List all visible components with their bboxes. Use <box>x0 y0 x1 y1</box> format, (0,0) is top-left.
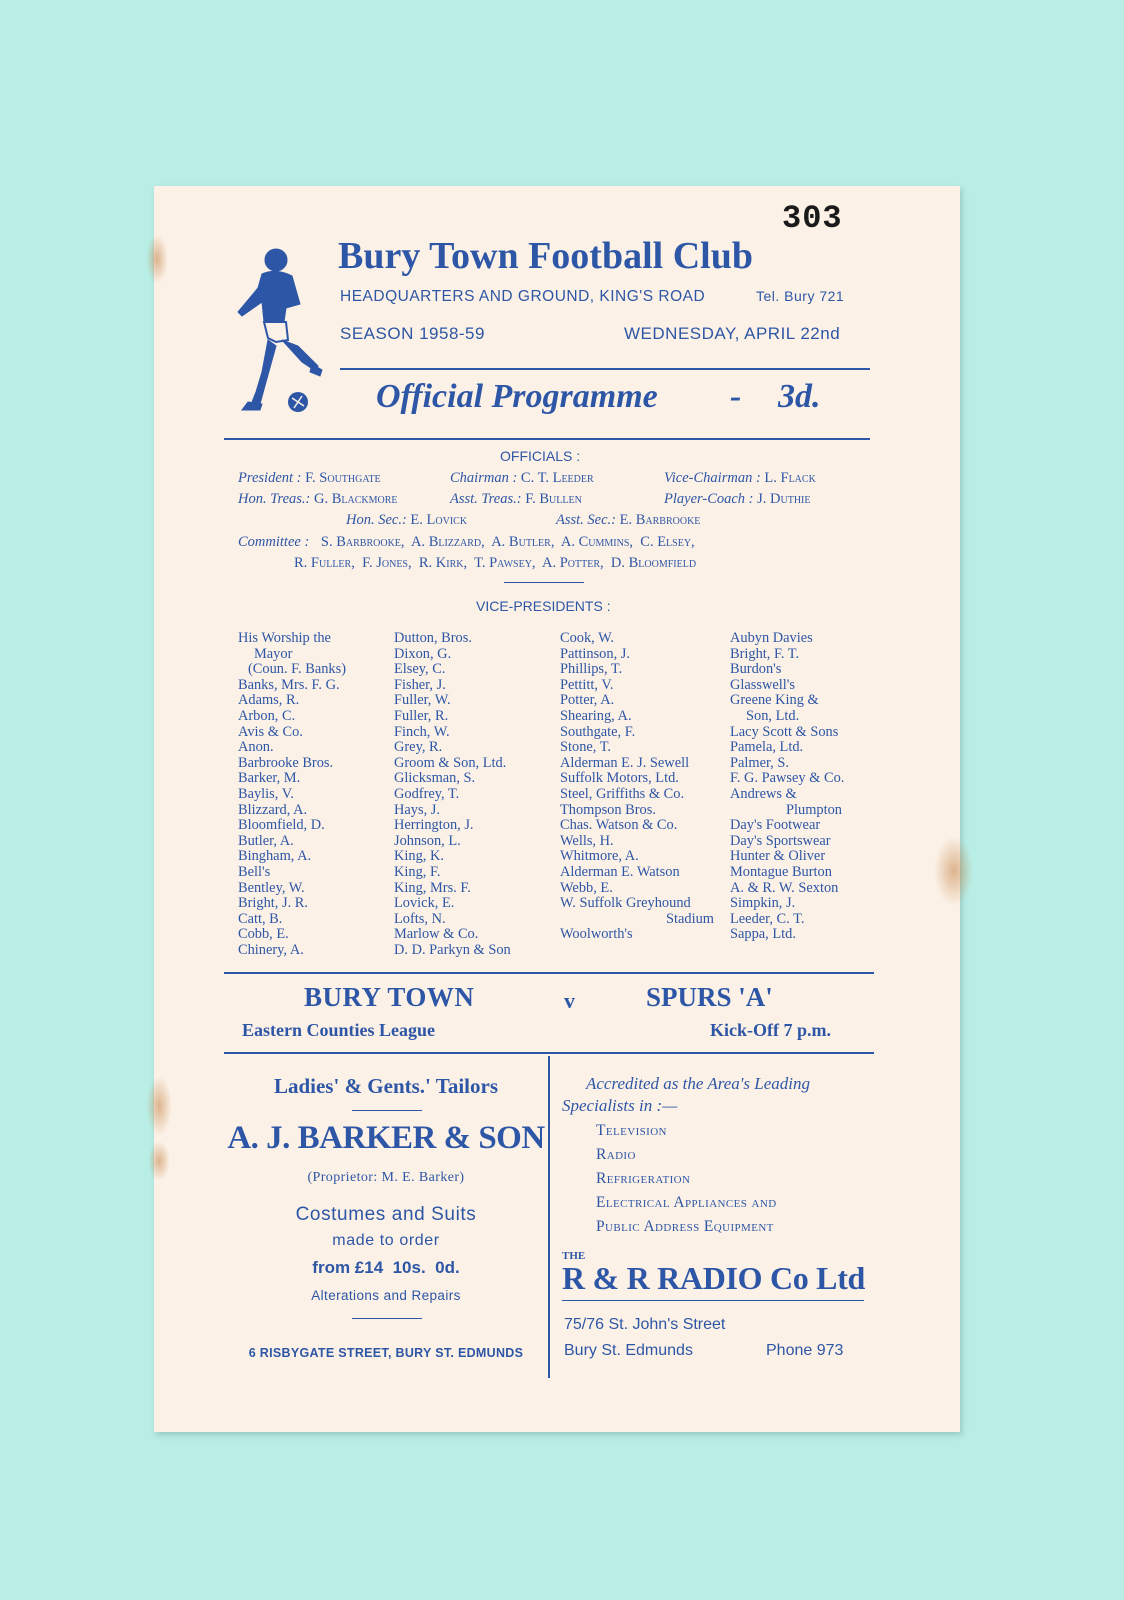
vice-presidents-col-3 <box>560 631 714 943</box>
vice-president-entry: Arbon, C. <box>238 707 296 724</box>
vice-president-entry: Southgate, F. <box>560 723 636 740</box>
officials-line-2: Hon. Treas.: G. Blackmore <box>238 491 398 507</box>
tailor-address: 6 RISBYGATE STREET, BURY ST. EDMUNDS <box>248 1346 524 1360</box>
radio-service-item: Radio <box>596 1146 636 1163</box>
player-coach-name: J. Duthie <box>757 491 811 507</box>
vice-president-entry: Groom & Son, Ltd. <box>394 754 507 771</box>
vice-president-entry: Lofts, N. <box>394 910 446 927</box>
programme-page <box>154 186 960 1432</box>
vice-president-entry: Cobb, E. <box>238 926 289 943</box>
vice-president-entry: Day's Footwear <box>730 817 821 834</box>
vice-chairman-name: L. Flack <box>764 470 816 486</box>
vice-president-entry: King, F. <box>394 863 441 880</box>
radio-intro-1: Accredited as the Area's Leading <box>586 1074 810 1093</box>
vice-president-entry: Blizzard, A. <box>238 801 308 818</box>
radio-the: THE <box>562 1250 586 1262</box>
vice-president-entry: Bingham, A. <box>238 848 312 865</box>
vice-president-entry: Bright, F. T. <box>730 645 800 662</box>
officials-rule <box>504 582 584 583</box>
hon-sec-name: E. Lovick <box>410 512 468 528</box>
vice-president-entry: Lacy Scott & Sons <box>730 723 839 740</box>
vice-president-entry: Leeder, C. T. <box>730 910 805 927</box>
vice-president-entry: Dixon, G. <box>394 645 452 662</box>
vice-president-entry: Steel, Griffiths & Co. <box>560 785 685 802</box>
vice-president-entry: Barker, M. <box>238 770 301 787</box>
hon-treas-name: G. Blackmore <box>314 491 398 507</box>
vice-president-entry: Barbrooke Bros. <box>238 754 334 771</box>
match-rule-top <box>224 972 874 974</box>
match-date: WEDNESDAY, APRIL 22nd <box>624 324 841 343</box>
vice-president-entry: (Coun. F. Banks) <box>248 661 346 678</box>
vice-president-entry: Montague Burton <box>730 863 832 880</box>
vice-president-entry: Bloomfield, D. <box>238 817 325 834</box>
asst-sec-name: E. Barbrooke <box>619 512 701 528</box>
vice-president-entry: Suffolk Motors, Ltd. <box>560 770 679 787</box>
vice-president-entry: Johnson, L. <box>394 832 461 849</box>
vice-president-entry: Bright, J. R. <box>238 895 308 912</box>
rust-stain <box>934 836 974 906</box>
vice-president-entry: Finch, W. <box>394 723 450 740</box>
vice-president-entry: Burdon's <box>730 661 782 678</box>
vice-president-entry: Marlow & Co. <box>394 926 479 943</box>
committee-line-2: R. Fuller, F. Jones, R. Kirk, T. Pawsey, A. Potter, D. Bloomfield <box>294 555 697 571</box>
vice-president-entry: Godfrey, T. <box>394 785 460 802</box>
vice-president-entry: Fisher, J. <box>394 676 446 693</box>
kickoff-time: Kick-Off 7 p.m. <box>710 1020 831 1040</box>
officials-line-2c: Player-Coach : J. Duthie <box>664 491 811 507</box>
vice-president-entry: Whitmore, A. <box>560 848 639 865</box>
officials-line-3: Hon. Sec.: E. Lovick <box>346 512 468 528</box>
vice-president-entry: Thompson Bros. <box>560 801 656 818</box>
vice-presidents-col-1 <box>238 631 346 958</box>
vice-president-entry: Phillips, T. <box>560 661 623 678</box>
serial-number: 303 <box>782 200 843 237</box>
tailor-line-2: made to order <box>332 1232 440 1249</box>
rust-stain <box>146 1076 172 1136</box>
vice-president-entry: Glasswell's <box>730 676 795 693</box>
vice-president-entry: Hays, J. <box>394 801 440 818</box>
radio-phone: Phone 973 <box>766 1342 844 1359</box>
vice-president-entry: Palmer, S. <box>730 754 789 771</box>
tailor-proprietor: (Proprietor: M. E. Barker) <box>307 1170 465 1185</box>
tailor-price: from £14 10s. 0d. <box>312 1258 460 1277</box>
vice-president-entry: King, K. <box>394 848 444 865</box>
committee-members: S. Barbrooke, A. Blizzard, A. Butler, A. Cummins, C. Elsey, <box>320 534 695 550</box>
tailor-line-1: Costumes and Suits <box>295 1204 477 1225</box>
vice-president-entry: Day's Sportswear <box>730 832 831 849</box>
vice-presidents-heading: VICE-PRESIDENTS : <box>476 598 611 614</box>
vice-president-entry: Grey, R. <box>394 739 443 756</box>
radio-intro-2: Specialists in :— <box>562 1096 678 1115</box>
vice-president-entry: Pattinson, J. <box>560 645 630 662</box>
radio-service-item: Public Address Equipment <box>596 1218 774 1235</box>
vice-president-entry: Baylis, V. <box>238 785 294 802</box>
club-name: Bury Town Football Club <box>338 235 753 277</box>
away-team: SPURS 'A' <box>646 982 773 1012</box>
vice-president-entry: Butler, A. <box>238 832 294 849</box>
radio-rule <box>562 1300 864 1301</box>
programme-dash: - <box>730 378 742 415</box>
vice-presidents-col-2 <box>394 631 511 958</box>
radio-services-list <box>596 1122 777 1242</box>
vice-president-entry: Wells, H. <box>560 832 614 849</box>
vice-president-entry: Shearing, A. <box>560 707 632 724</box>
vice-president-entry: Anon. <box>238 739 274 756</box>
season: SEASON 1958-59 <box>340 324 485 343</box>
ads-divider <box>548 1056 550 1378</box>
vice-presidents-col-4 <box>730 631 844 943</box>
tailor-rule-1 <box>352 1110 422 1111</box>
vice-president-entry: Plumpton <box>786 801 842 818</box>
vice-president-entry: D. D. Parkyn & Son <box>394 941 511 958</box>
vice-president-entry: Fuller, W. <box>394 692 451 709</box>
officials-line-1c: Vice-Chairman : L. Flack <box>664 470 816 486</box>
vice-president-entry: Stadium <box>666 910 714 927</box>
headquarters-address: HEADQUARTERS AND GROUND, KING'S ROAD <box>340 288 706 305</box>
officials-line-1: President : F. Southgate <box>238 470 381 486</box>
officials-line-2b: Asst. Treas.: F. Bullen <box>450 491 582 507</box>
rust-stain <box>146 234 168 284</box>
vice-president-entry: Fuller, R. <box>394 707 449 724</box>
tailor-extra: Alterations and Repairs <box>311 1288 461 1303</box>
match-rule-bottom <box>224 1052 874 1054</box>
vice-president-entry: Chas. Watson & Co. <box>560 817 678 834</box>
vice-president-entry: Elsey, C. <box>394 661 446 678</box>
radio-service-item: Electrical Appliances and <box>596 1194 777 1211</box>
radio-service-item: Refrigeration <box>596 1170 691 1187</box>
versus: v <box>564 988 575 1013</box>
vice-president-entry: Aubyn Davies <box>730 630 813 646</box>
officials-line-3b: Asst. Sec.: E. Barbrooke <box>556 512 701 528</box>
radio-firm: R & R RADIO Co Ltd <box>562 1260 866 1296</box>
programme-price: 3d. <box>778 378 821 415</box>
programme-title: Official Programme <box>376 378 658 415</box>
radio-address-1: 75/76 St. John's Street <box>564 1316 726 1333</box>
vice-president-entry: Stone, T. <box>560 739 612 756</box>
president-name: F. Southgate <box>305 470 381 486</box>
vice-president-entry: W. Suffolk Greyhound <box>560 895 691 912</box>
vice-president-entry: Adams, R. <box>238 692 300 709</box>
chairman-name: C. T. Leeder <box>520 470 594 486</box>
vice-president-entry: Greene King & <box>730 692 819 709</box>
telephone: Tel. Bury 721 <box>756 288 845 304</box>
radio-address-2: Bury St. Edmunds <box>564 1342 693 1359</box>
asst-treas-name: F. Bullen <box>525 491 582 507</box>
officials-heading: OFFICIALS : <box>500 448 581 464</box>
footballer-icon <box>228 242 328 422</box>
vice-president-entry: Avis & Co. <box>238 723 303 740</box>
vice-president-entry: Pamela, Ltd. <box>730 739 804 756</box>
committee-line-1: Committee : S. Barbrooke, A. Blizzard, A. Butler, A. Cummins, C. Elsey, <box>238 534 695 550</box>
vice-president-entry: Andrews & <box>730 785 797 802</box>
vice-president-entry: Webb, E. <box>560 879 613 896</box>
vice-president-entry: F. G. Pawsey & Co. <box>730 770 845 787</box>
vice-president-entry: Alderman E. J. Sewell <box>560 754 690 771</box>
vice-president-entry: Mayor <box>254 645 293 662</box>
home-team: BURY TOWN <box>304 982 475 1012</box>
vice-president-entry: Banks, Mrs. F. G. <box>238 676 340 693</box>
vice-president-entry: Glicksman, S. <box>394 770 476 787</box>
vice-president-entry: Chinery, A. <box>238 941 304 958</box>
vice-president-entry: Pettitt, V. <box>560 676 614 693</box>
vice-president-entry: Sappa, Ltd. <box>730 926 796 943</box>
league-name: Eastern Counties League <box>242 1020 435 1040</box>
vice-president-entry: Cook, W. <box>560 630 614 646</box>
vice-president-entry: Dutton, Bros. <box>394 630 472 646</box>
vice-president-entry: Son, Ltd. <box>746 707 800 724</box>
vice-president-entry: Lovick, E. <box>394 895 455 912</box>
vice-president-entry: Bentley, W. <box>238 879 305 896</box>
vice-president-entry: Potter, A. <box>560 692 615 709</box>
vice-president-entry: His Worship the <box>238 630 331 646</box>
title-rule <box>224 438 870 440</box>
header-rule <box>340 368 870 370</box>
vice-president-entry: Alderman E. Watson <box>560 863 680 880</box>
vice-president-entry: Herrington, J. <box>394 817 474 834</box>
rust-stain <box>148 1141 170 1181</box>
tailor-firm: A. J. BARKER & SON <box>227 1120 545 1156</box>
tailor-rule-2 <box>352 1318 422 1319</box>
radio-service-item: Television <box>596 1122 667 1139</box>
tailor-tagline: Ladies' & Gents.' Tailors <box>273 1074 499 1098</box>
vice-president-entry: A. & R. W. Sexton <box>730 879 839 896</box>
vice-president-entry: Simpkin, J. <box>730 895 796 912</box>
vice-president-entry: King, Mrs. F. <box>394 879 471 896</box>
vice-president-entry: Bell's <box>238 863 271 880</box>
vice-president-entry: Hunter & Oliver <box>730 848 826 865</box>
vice-president-entry: Catt, B. <box>238 910 283 927</box>
officials-line-1b: Chairman : C. T. Leeder <box>450 470 594 486</box>
vice-president-entry: Woolworth's <box>560 926 633 943</box>
